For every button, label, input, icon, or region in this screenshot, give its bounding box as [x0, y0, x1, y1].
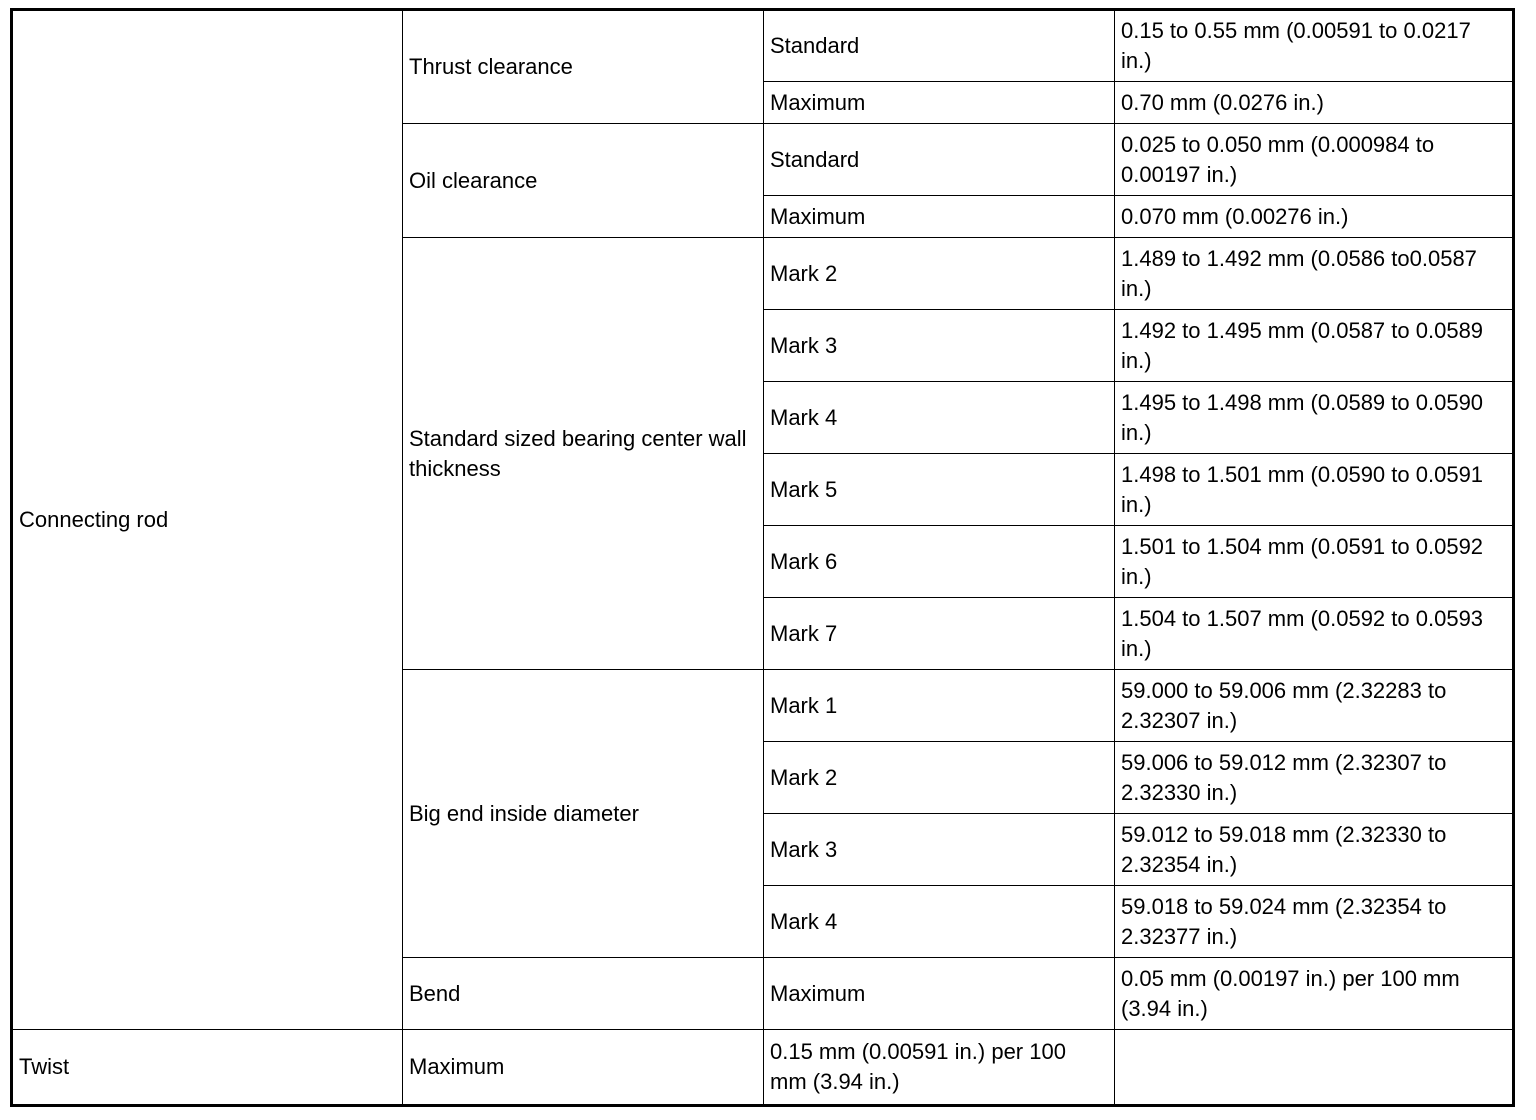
item-cell: Big end inside diameter — [403, 670, 764, 958]
condition-cell: Maximum — [764, 196, 1115, 238]
value-cell: 59.006 to 59.012 mm (2.32307 to 2.32330 in.) — [1115, 742, 1514, 814]
value-cell: 59.018 to 59.024 mm (2.32354 to 2.32377 in.) — [1115, 886, 1514, 958]
condition-cell: Mark 5 — [764, 454, 1115, 526]
value-cell: 1.492 to 1.495 mm (0.0587 to 0.0589 in.) — [1115, 310, 1514, 382]
value-cell: 59.000 to 59.006 mm (2.32283 to 2.32307 in.) — [1115, 670, 1514, 742]
condition-cell: Mark 6 — [764, 526, 1115, 598]
value-cell: 0.05 mm (0.00197 in.) per 100 mm (3.94 in.) — [1115, 958, 1514, 1030]
item-cell: Thrust clearance — [403, 10, 764, 124]
table-row — [12, 1030, 1514, 1106]
condition-cell: Mark 2 — [764, 238, 1115, 310]
value-cell: 1.504 to 1.507 mm (0.0592 to 0.0593 in.) — [1115, 598, 1514, 670]
value-cell: 0.070 mm (0.00276 in.) — [1115, 196, 1514, 238]
value-cell: 1.495 to 1.498 mm (0.0589 to 0.0590 in.) — [1115, 382, 1514, 454]
item-cell: Standard sized bearing center wall thickness — [403, 238, 764, 670]
condition-cell: Maximum — [764, 82, 1115, 124]
condition-cell: Standard — [764, 10, 1115, 82]
value-cell: 0.70 mm (0.0276 in.) — [1115, 82, 1514, 124]
value-cell: 1.489 to 1.492 mm (0.0586 to0.0587 in.) — [1115, 238, 1514, 310]
spec-table — [10, 8, 1515, 1107]
condition-cell: Mark 2 — [764, 742, 1115, 814]
condition-cell: Maximum — [764, 958, 1115, 1030]
value-cell: 0.15 mm (0.00591 in.) per 100 mm (3.94 in.) — [764, 1030, 1115, 1106]
condition-cell: Mark 4 — [764, 382, 1115, 454]
value-cell: 0.025 to 0.050 mm (0.000984 to 0.00197 in.) — [1115, 124, 1514, 196]
value-cell: 1.501 to 1.504 mm (0.0591 to 0.0592 in.) — [1115, 526, 1514, 598]
table-row — [12, 10, 1514, 82]
value-cell: 0.15 to 0.55 mm (0.00591 to 0.0217 in.) — [1115, 10, 1514, 82]
condition-cell: Standard — [764, 124, 1115, 196]
condition-cell: Maximum — [403, 1030, 764, 1106]
value-cell: 1.498 to 1.501 mm (0.0590 to 0.0591 in.) — [1115, 454, 1514, 526]
condition-cell: Mark 3 — [764, 814, 1115, 886]
condition-cell: Mark 4 — [764, 886, 1115, 958]
condition-cell: Mark 1 — [764, 670, 1115, 742]
item-cell: Oil clearance — [403, 124, 764, 238]
item-cell: Bend — [403, 958, 764, 1030]
condition-cell: Mark 3 — [764, 310, 1115, 382]
component-cell: Connecting rod — [12, 10, 403, 1030]
value-cell: 59.012 to 59.018 mm (2.32330 to 2.32354 in.) — [1115, 814, 1514, 886]
condition-cell: Mark 7 — [764, 598, 1115, 670]
item-cell: Twist — [12, 1030, 403, 1106]
